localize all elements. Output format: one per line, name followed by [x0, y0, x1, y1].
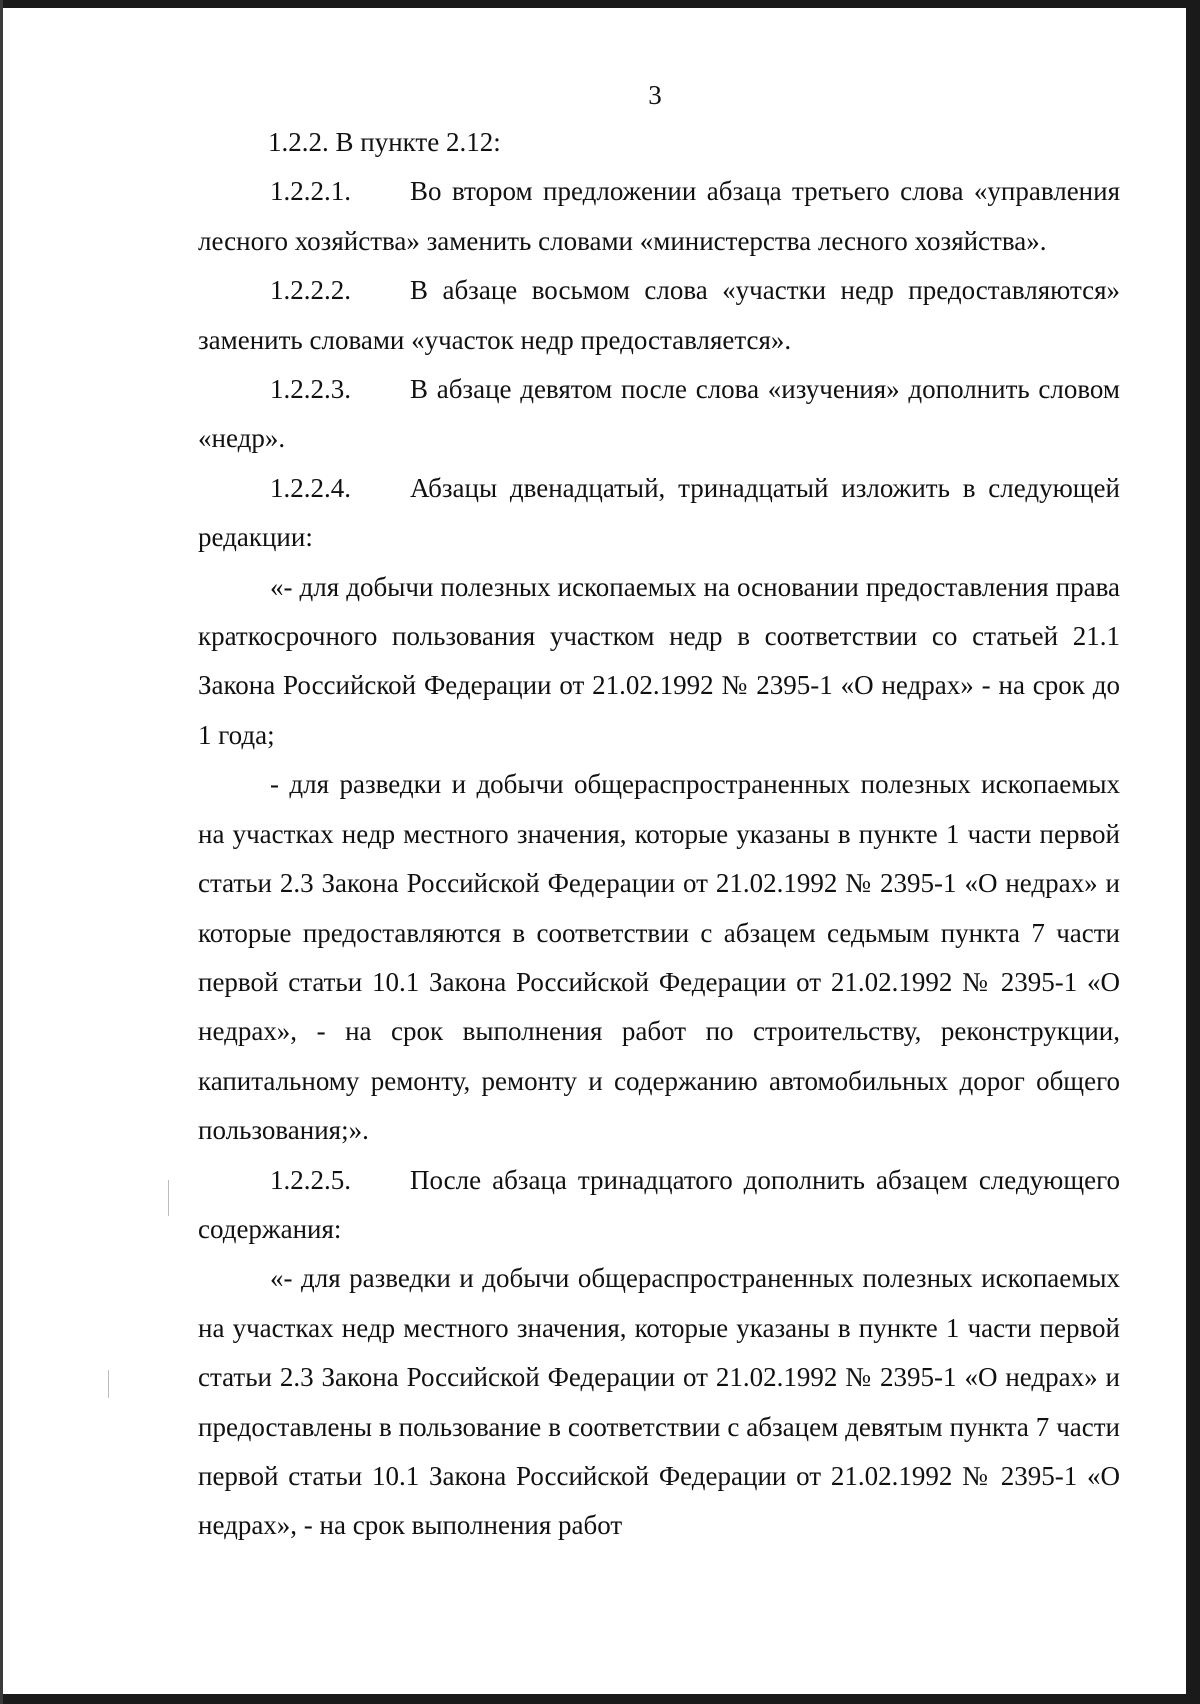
item-text: После абзаца тринадцатого дополнить абзацем следующего содержания: [198, 1164, 1120, 1244]
paragraph-1-2-2-3 [198, 365, 1120, 464]
margin-mark [168, 1180, 169, 1216]
scan-border-bottom [0, 1694, 1200, 1704]
item-text: Во втором предложении абзаца третьего слова «управления лесного хозяйства» заменить словами «министерства лесного хозяйства». [198, 176, 1120, 256]
paragraph-1-2-2-1 [198, 167, 1120, 266]
paragraph-1-2-2-4 [198, 464, 1120, 563]
item-text: В абзаце девятом после слова «изучения» дополнить словом «недр». [198, 374, 1120, 454]
item-number: 1.2.2.2. [270, 275, 351, 306]
item-number: 1.2.2.1. [270, 176, 351, 207]
margin-mark [108, 1370, 109, 1398]
scan-border-left [0, 0, 3, 1704]
quoted-paragraph: «- для разведки и добычи общераспространенных полезных ископаемых на участках недр местного значения, которые указаны в пункте 1 части первой статьи 2.3 Закона Российской Федерации от 21.02.1992 № 2395-1 «О недрах» и предоставлены в пользование в соответствии с абзацем девятым пункта 7 части первой статьи 10.1 Закона Российской Федерации от 21.02.1992 № 2395-1 «О недрах», - на срок выполнения работ [198, 1263, 1120, 1541]
paragraph-1-2-2: 1.2.2. В пункте 2.12: [268, 127, 501, 157]
item-text: В абзаце восьмом слова «участки недр предоставляются» заменить словами «участок недр предоставляется». [198, 275, 1120, 355]
quoted-paragraph: - для разведки и добычи общераспространенных полезных ископаемых на участках недр местного значения, которые указаны в пункте 1 части первой статьи 2.3 Закона Российской Федерации от 21.02.1992 № 2395-1 «О недрах» и которые предоставляются в соответствии с абзацем седьмым пункта 7 части первой статьи 10.1 Закона Российской Федерации от 21.02.1992 № 2395-1 «О недрах», - на срок выполнения работ по строительству, реконструкции, капитальному ремонту, ремонту и содержанию автомобильных дорог общего пользования;». [198, 769, 1120, 1146]
paragraph-1-2-2-5 [198, 1156, 1120, 1255]
item-number: 1.2.2.4. [270, 472, 351, 503]
quoted-paragraph: «- для добычи полезных ископаемых на основании предоставления права краткосрочного пользования участком недр в соответствии со статьей 21.1 Закона Российской Федерации от 21.02.1992 № 2395-1 «О недрах» - на срок до 1 года; [198, 571, 1120, 750]
paragraph-1-2-2-2 [198, 266, 1120, 365]
page-number: 3 [648, 80, 662, 110]
scan-border-top [0, 0, 1200, 8]
scan-border-right [1186, 0, 1200, 1704]
document-body [198, 118, 1120, 1551]
item-number: 1.2.2.5. [270, 1164, 351, 1195]
item-number: 1.2.2.3. [270, 374, 351, 405]
item-text: Абзацы двенадцатый, тринадцатый изложить в следующей редакции: [198, 472, 1120, 553]
